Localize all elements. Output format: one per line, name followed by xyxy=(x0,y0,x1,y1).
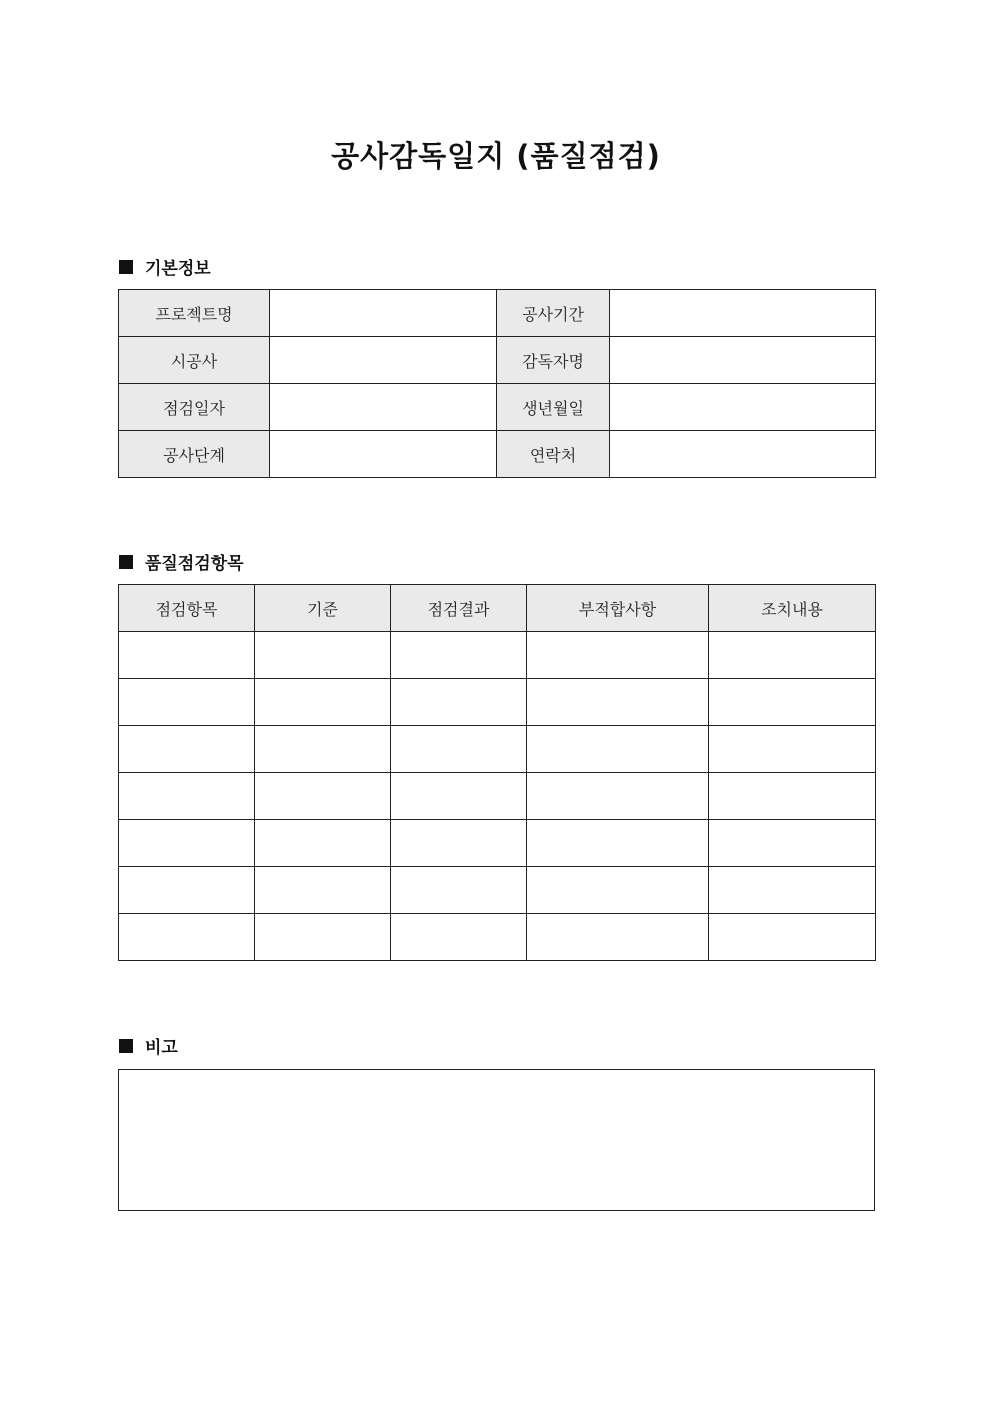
table-cell[interactable] xyxy=(527,867,709,914)
table-cell[interactable] xyxy=(119,867,255,914)
table-cell[interactable] xyxy=(391,867,527,914)
quality-check-table xyxy=(118,584,876,961)
table-cell[interactable] xyxy=(391,632,527,679)
project-name-label: 프로젝트명 xyxy=(119,290,270,337)
construction-stage-label: 공사단계 xyxy=(119,431,270,478)
table-cell[interactable] xyxy=(709,914,876,961)
black-square-icon xyxy=(119,555,133,569)
document-title: 공사감독일지 (품질점검) xyxy=(331,139,661,173)
table-cell[interactable] xyxy=(119,726,255,773)
quality-check-heading xyxy=(119,549,244,574)
table-cell[interactable] xyxy=(119,820,255,867)
table-cell[interactable] xyxy=(391,679,527,726)
table-row xyxy=(119,290,876,337)
contact-label: 연락처 xyxy=(497,431,610,478)
table-cell[interactable] xyxy=(255,679,391,726)
table-cell[interactable] xyxy=(709,632,876,679)
construction-period-field[interactable] xyxy=(610,290,876,337)
table-cell[interactable] xyxy=(119,679,255,726)
table-row xyxy=(119,431,876,478)
construction-period-label: 공사기간 xyxy=(497,290,610,337)
table-row xyxy=(119,773,876,820)
contractor-field[interactable] xyxy=(270,337,497,384)
table-cell[interactable] xyxy=(527,726,709,773)
table-cell[interactable] xyxy=(255,914,391,961)
column-header-inspection-item: 점검항목 xyxy=(119,585,255,632)
table-cell[interactable] xyxy=(119,914,255,961)
table-cell[interactable] xyxy=(255,632,391,679)
table-cell[interactable] xyxy=(709,726,876,773)
table-row xyxy=(119,384,876,431)
column-header-corrective-action: 조치내용 xyxy=(709,585,876,632)
basic-info-heading xyxy=(119,254,211,279)
column-header-inspection-result: 점검결과 xyxy=(391,585,527,632)
table-cell[interactable] xyxy=(527,632,709,679)
inspection-date-field[interactable] xyxy=(270,384,497,431)
quality-check-heading-label: 품질점검항목 xyxy=(145,554,244,574)
black-square-icon xyxy=(119,1039,133,1053)
supervisor-name-label: 감독자명 xyxy=(497,337,610,384)
table-cell[interactable] xyxy=(119,773,255,820)
table-cell[interactable] xyxy=(709,867,876,914)
table-row xyxy=(119,914,876,961)
table-cell[interactable] xyxy=(527,914,709,961)
table-row xyxy=(119,820,876,867)
table-cell[interactable] xyxy=(709,773,876,820)
contact-field[interactable] xyxy=(610,431,876,478)
basic-info-table xyxy=(118,289,876,478)
table-row xyxy=(119,726,876,773)
table-cell[interactable] xyxy=(391,820,527,867)
remarks-heading-label: 비고 xyxy=(145,1038,178,1058)
black-square-icon xyxy=(119,260,133,274)
supervisor-name-field[interactable] xyxy=(610,337,876,384)
column-header-standard: 기준 xyxy=(255,585,391,632)
basic-info-heading-label: 기본정보 xyxy=(145,259,211,279)
table-cell[interactable] xyxy=(255,820,391,867)
table-cell[interactable] xyxy=(709,679,876,726)
table-header-row xyxy=(119,585,876,632)
table-row xyxy=(119,867,876,914)
table-cell[interactable] xyxy=(391,726,527,773)
column-header-nonconformity: 부적합사항 xyxy=(527,585,709,632)
inspection-date-label: 점검일자 xyxy=(119,384,270,431)
table-row xyxy=(119,632,876,679)
birth-date-label: 생년월일 xyxy=(497,384,610,431)
table-cell[interactable] xyxy=(709,820,876,867)
table-cell[interactable] xyxy=(527,773,709,820)
table-cell[interactable] xyxy=(255,867,391,914)
table-row xyxy=(119,337,876,384)
table-cell[interactable] xyxy=(527,820,709,867)
table-cell[interactable] xyxy=(391,914,527,961)
remarks-field[interactable] xyxy=(118,1069,875,1211)
table-cell[interactable] xyxy=(527,679,709,726)
remarks-heading xyxy=(119,1033,178,1058)
table-cell[interactable] xyxy=(255,773,391,820)
contractor-label: 시공사 xyxy=(119,337,270,384)
project-name-field[interactable] xyxy=(270,290,497,337)
table-row xyxy=(119,679,876,726)
table-cell[interactable] xyxy=(119,632,255,679)
table-cell[interactable] xyxy=(255,726,391,773)
birth-date-field[interactable] xyxy=(610,384,876,431)
table-cell[interactable] xyxy=(391,773,527,820)
construction-stage-field[interactable] xyxy=(270,431,497,478)
